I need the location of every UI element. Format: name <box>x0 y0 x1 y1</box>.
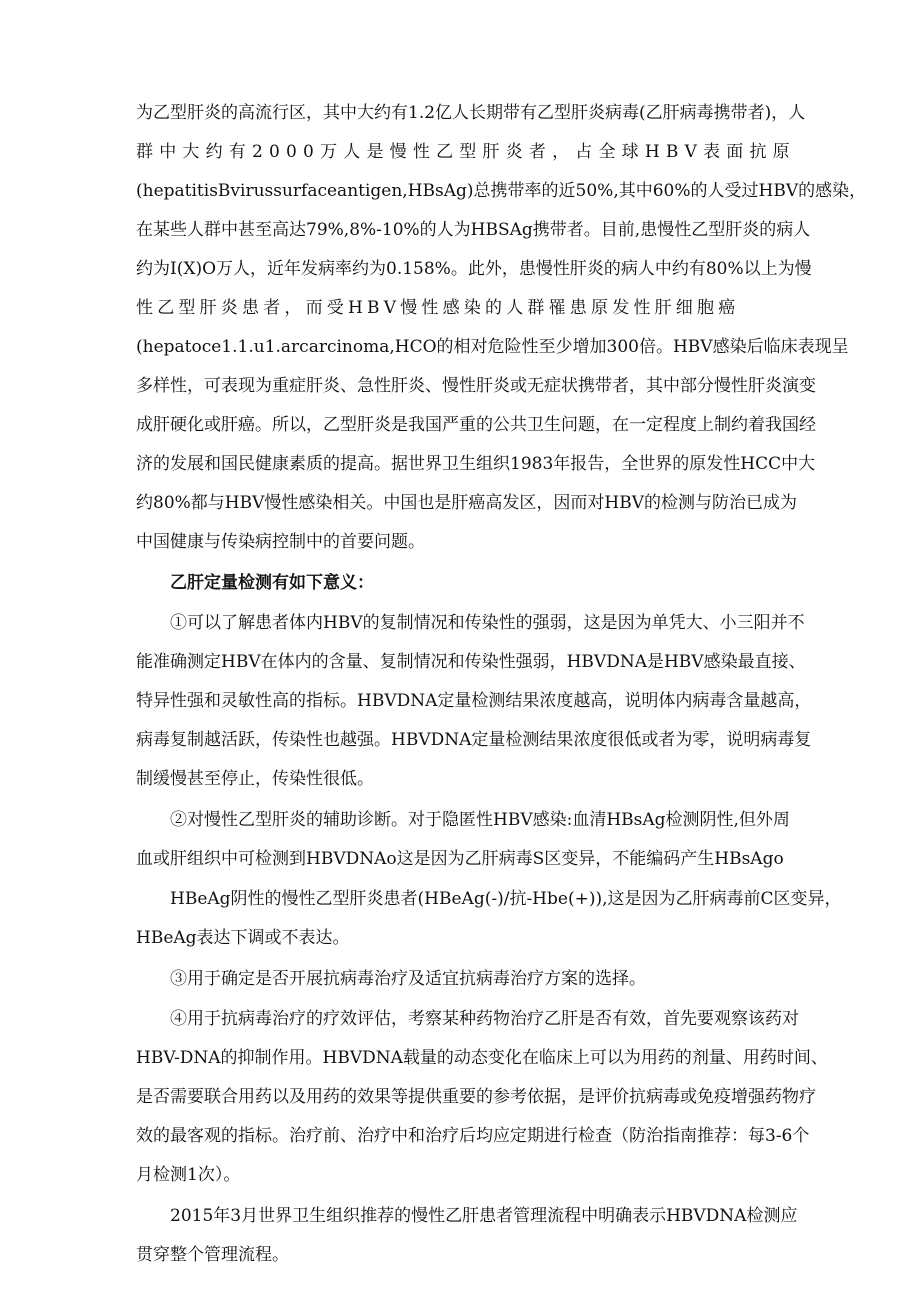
item-3-line-1: ③用于确定是否开展抗病毒治疗及适宜抗病毒治疗方案的选择。 <box>170 969 646 989</box>
item-4-line-1: ④用于抗病毒治疗的疗效评估，考察某种药物治疗乙肝是否有效，首先要观察该药对 <box>170 1009 799 1029</box>
paragraph-1-line-4: 在某些人群中甚至高达79%,8%-10%的人为HBSAg携带者。目前,患慢性乙型肝炎的病人 <box>136 220 811 240</box>
paragraph-1-line-6: 性乙型肝炎患者，而受HBV慢性感染的人群罹患原发性肝细胞癌 <box>136 298 740 318</box>
paragraph-1-line-10: 济的发展和国民健康素质的提高。据世界卫生组织1983年报告，全世界的原发性HCC中大 <box>136 454 816 474</box>
item-2b-line-2: HBeAg表达下调或不表达。 <box>136 928 350 948</box>
section-heading: 乙肝定量检测有如下意义： <box>170 573 374 593</box>
paragraph-1-line-3: (hepatitisBvirussurfaceantigen,HBsAg)总携带率的近50%,其中60%的人受过HBV的感染， <box>136 181 867 201</box>
paragraph-1-line-12: 中国健康与传染病控制中的首要问题。 <box>136 532 425 552</box>
item-2-line-2: 血或肝组织中可检测到HBVDNAo这是因为乙肝病毒S区变异，不能编码产生HBsAgo <box>136 849 784 869</box>
paragraph-1-line-1: 为乙型肝炎的高流行区，其中大约有1.2亿人长期带有乙型肝炎病毒(乙肝病毒携带者)，人 <box>136 103 806 123</box>
paragraph-1-line-11: 约80%都与HBV慢性感染相关。中国也是肝癌高发区，因而对HBV的检测与防治已成为 <box>136 493 797 513</box>
item-4-line-5: 月检测1次）。 <box>136 1165 241 1185</box>
item-4-line-4: 效的最客观的指标。治疗前、治疗中和治疗后均应定期进行检查（防治指南推荐：每3-6个 <box>136 1126 810 1146</box>
item-1-line-2: 能准确测定HBV在体内的含量、复制情况和传染性强弱，HBVDNA是HBV感染最直接、 <box>136 652 806 672</box>
item-1-line-5: 制缓慢甚至停止，传染性很低。 <box>136 769 374 789</box>
item-2b-line-1: HBeAg阴性的慢性乙型肝炎患者(HBeAg(-)/抗-Hbe(+)),这是因为乙肝病毒前C区变异， <box>170 889 842 909</box>
item-2-line-1: ②对慢性乙型肝炎的辅助诊断。对于隐匿性HBV感染:血清HBsAg检测阴性,但外周 <box>170 810 790 830</box>
paragraph-last-line-1: 2015年3月世界卫生组织推荐的慢性乙肝患者管理流程中明确表示HBVDNA检测应 <box>170 1206 798 1226</box>
item-4-line-2: HBV-DNA的抑制作用。HBVDNA载量的动态变化在临床上可以为用药的剂量、用药时间、 <box>136 1048 828 1068</box>
item-1-line-1: ①可以了解患者体内HBV的复制情况和传染性的强弱，这是因为单凭大、小三阳并不 <box>170 613 805 633</box>
paragraph-1-line-8: 多样性，可表现为重症肝炎、急性肝炎、慢性肝炎或无症状携带者，其中部分慢性肝炎演变 <box>136 376 816 396</box>
item-1-line-4: 病毒复制越活跃，传染性也越强。HBVDNA定量检测结果浓度很低或者为零，说明病毒复 <box>136 730 812 750</box>
item-1-line-3: 特异性强和灵敏性高的指标。HBVDNA定量检测结果浓度越高，说明体内病毒含量越高， <box>136 691 812 711</box>
paragraph-last-line-2: 贯穿整个管理流程。 <box>136 1245 289 1265</box>
paragraph-1-line-2: 群中大约有2000万人是慢性乙型肝炎者，占全球HBV表面抗原 <box>136 142 796 162</box>
paragraph-1-line-7: (hepatoce1.1.u1.arcarcinoma,HCO的相对危险性至少增加300倍。HBV感染后临床表现呈 <box>136 337 849 357</box>
paragraph-1-line-9: 成肝硬化或肝癌。所以，乙型肝炎是我国严重的公共卫生问题，在一定程度上制约着我国经 <box>136 415 816 435</box>
paragraph-1-line-5: 约为I(X)O万人，近年发病率约为0.158%。此外，患慢性肝炎的病人中约有80%以上为慢 <box>136 259 812 279</box>
item-4-line-3: 是否需要联合用药以及用药的效果等提供重要的参考依据，是评价抗病毒或免疫增强药物疗 <box>136 1087 816 1107</box>
